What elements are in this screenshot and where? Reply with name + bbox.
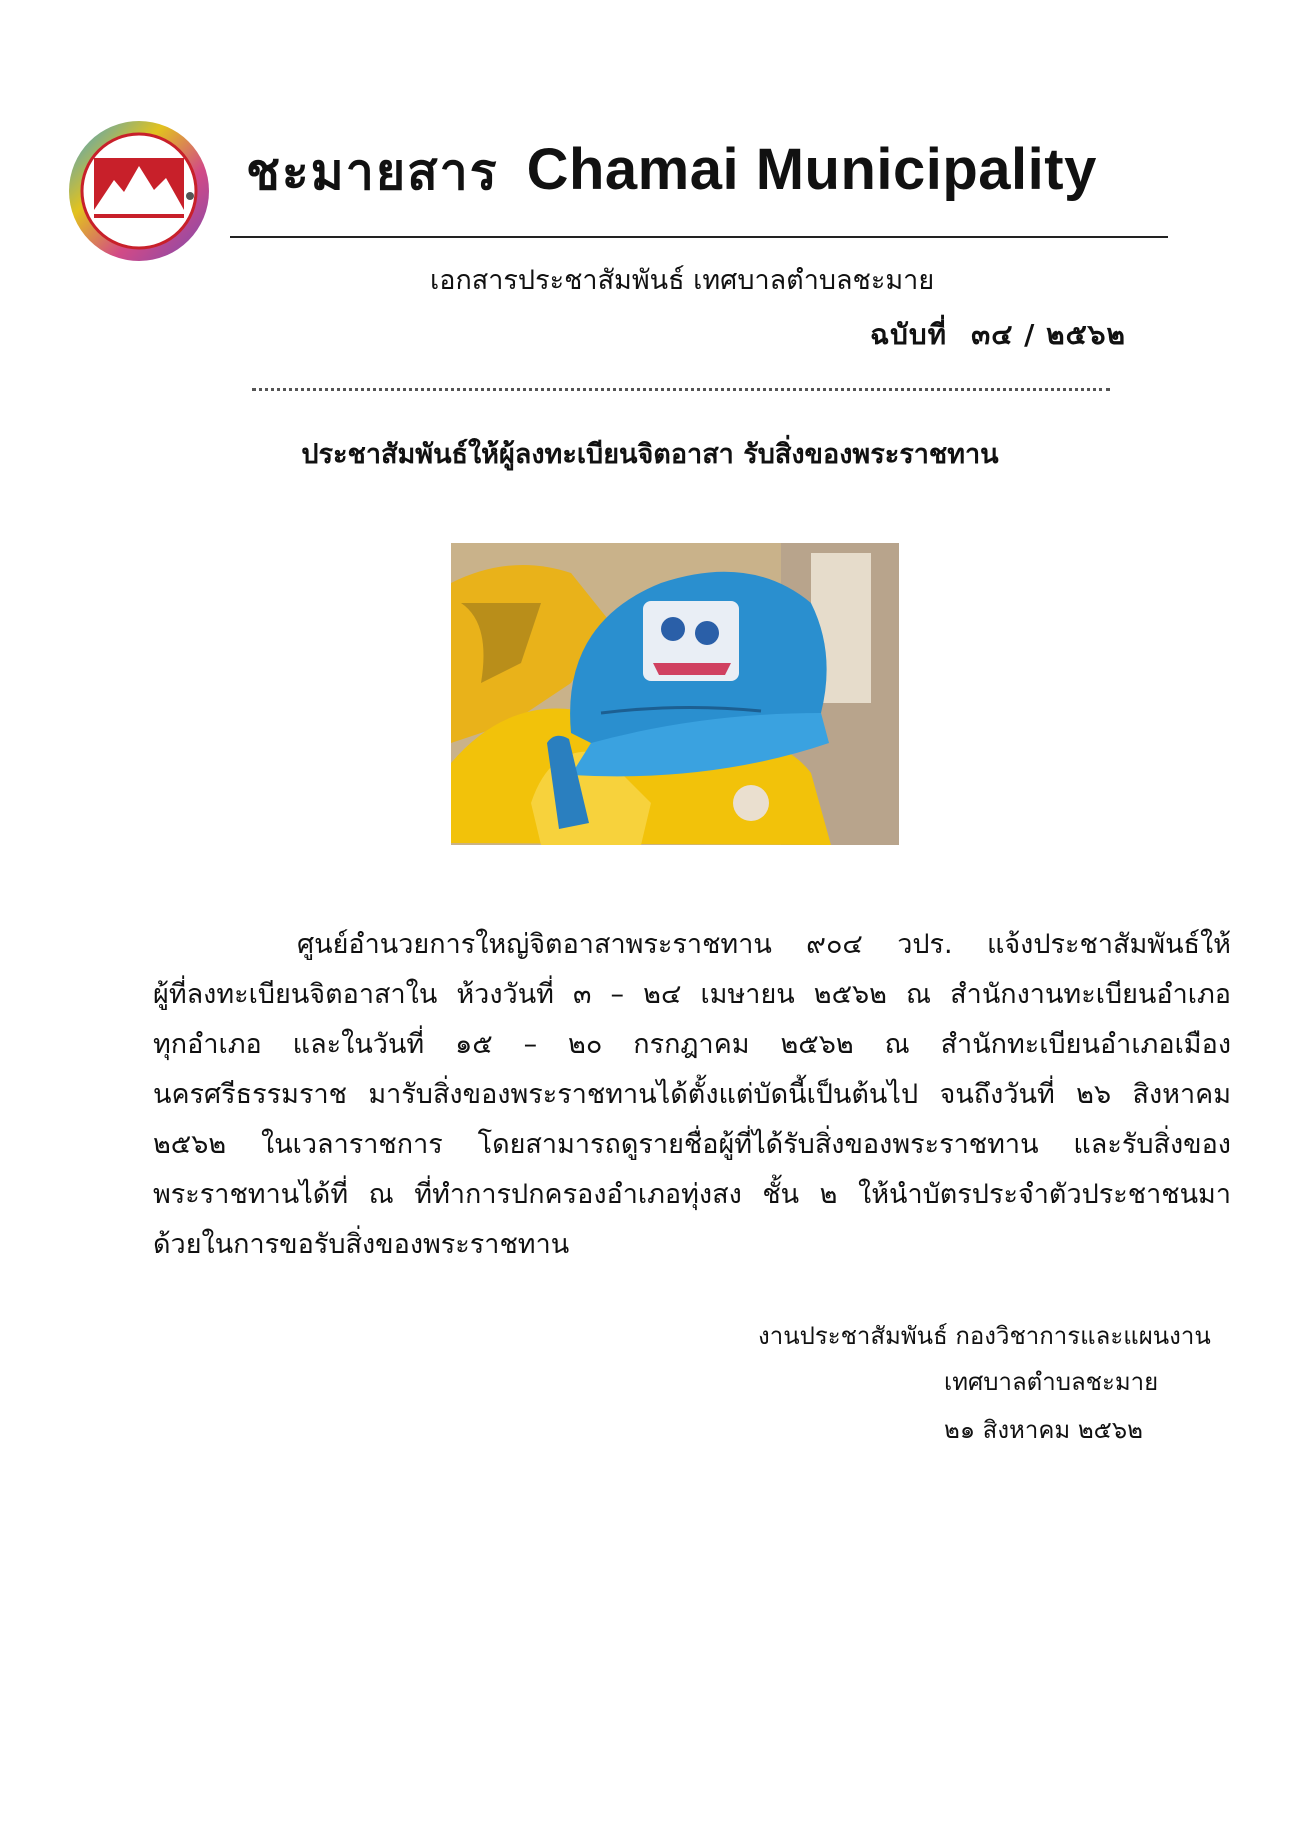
body-paragraph <box>153 920 1231 1270</box>
body-line: นครศรีธรรมราช มารับสิ่งของพระราชทานได้ตั้งแต่บัดนี้เป็นต้นไป จนถึงวันที่ ๒๖ สิงหาคม <box>153 1079 1231 1110</box>
document-subtitle: เอกสารประชาสัมพันธ์ เทศบาลตำบลชะมาย <box>430 265 935 296</box>
signature-department: งานประชาสัมพันธ์ กองวิชาการและแผนงาน <box>758 1322 1211 1350</box>
masthead <box>246 133 1206 213</box>
municipality-seal-icon <box>66 118 212 264</box>
signature-date: ๒๑ สิงหาคม ๒๕๖๒ <box>944 1416 1143 1444</box>
body-line: ด้วยในการขอรับสิ่งของพระราชทาน <box>153 1229 570 1260</box>
body-line: ทุกอำเภอ และในวันที่ ๑๕ – ๒๐ กรกฎาคม ๒๕๖๒ ณ สำนักทะเบียนอำเภอเมือง <box>153 1029 1231 1060</box>
body-line: ๒๕๖๒ ในเวลาราชการ โดยสามารถดูรายชื่อผู้ที่ได้รับสิ่งของพระราชทาน และรับสิ่งของ <box>153 1129 1231 1160</box>
issue-value: ๓๔ / ๒๕๖๒ <box>971 318 1127 351</box>
body-line: พระราชทานได้ที่ ณ ที่ทำการปกครองอำเภอทุ่งสง ชั้น ๒ ให้นำบัตรประจำตัวประชาชนมา <box>153 1179 1231 1210</box>
headline: ประชาสัมพันธ์ให้ผู้ลงทะเบียนจิตอาสา รับสิ่งของพระราชทาน <box>301 439 999 470</box>
body-line: ผู้ที่ลงทะเบียนจิตอาสาใน ห้วงวันที่ ๓ – ๒๔ เมษายน ๒๕๖๒ ณ สำนักงานทะเบียนอำเภอ <box>153 979 1231 1010</box>
header-rule <box>230 236 1168 238</box>
masthead-english: Chamai Municipality <box>526 137 1097 202</box>
dotted-divider <box>252 388 1110 391</box>
issue-number <box>870 313 1126 357</box>
body-line: ศูนย์อำนวยการใหญ่จิตอาสาพระราชทาน ๙๐๔ วปร. แจ้งประชาสัมพันธ์ให้ <box>297 929 1231 960</box>
issue-label: ฉบับที่ <box>870 318 948 351</box>
masthead-thai: ชะมายสาร <box>246 143 499 201</box>
royal-gift-cap-photo <box>451 543 899 845</box>
signature-organization: เทศบาลตำบลชะมาย <box>944 1368 1159 1396</box>
